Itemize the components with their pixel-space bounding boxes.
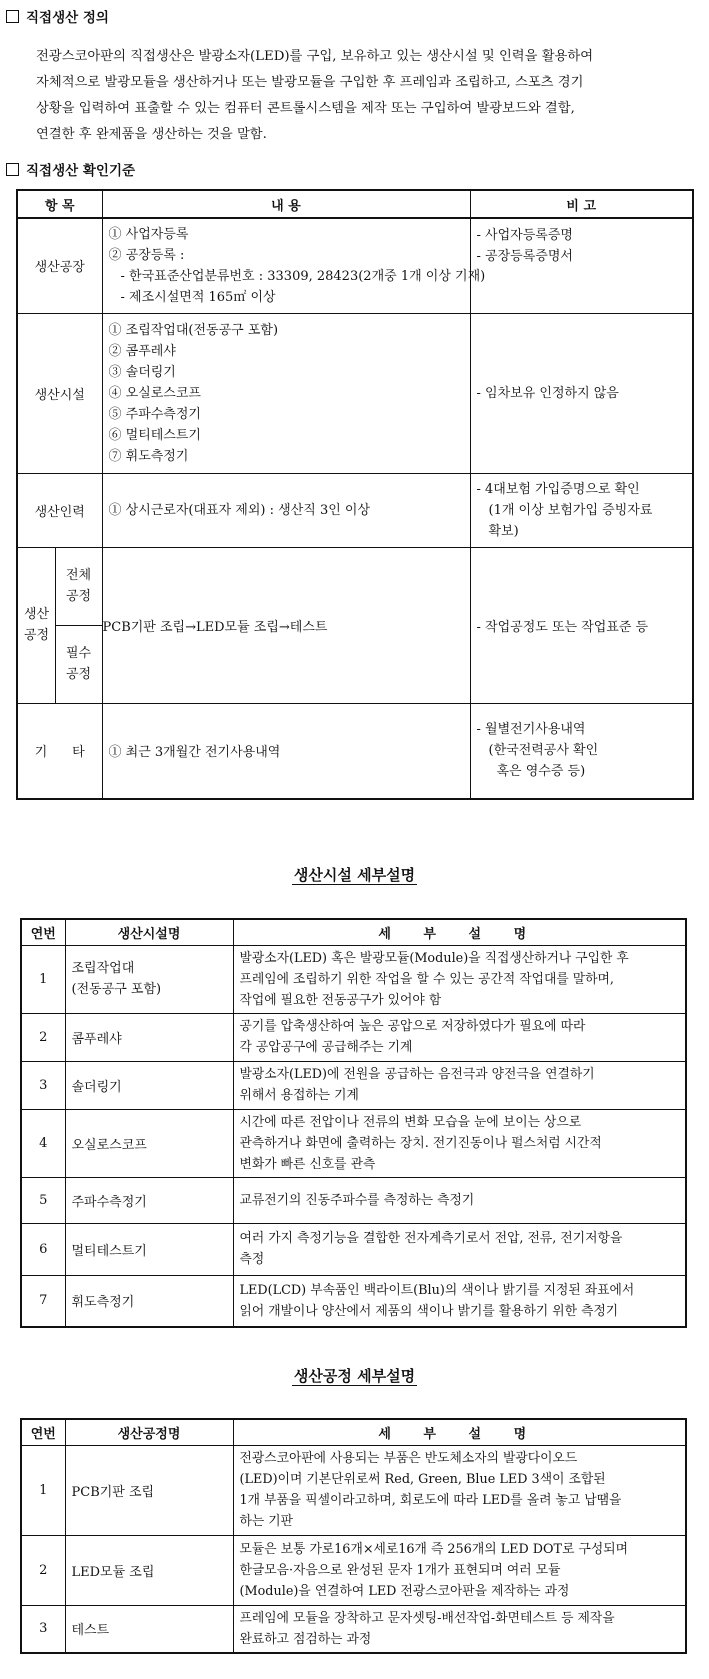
- row-etc: [17, 703, 693, 799]
- criteria-table: [16, 189, 694, 800]
- table-row: [21, 1061, 686, 1109]
- facility-detail-table: [20, 918, 687, 1328]
- row-desc: 교류전기의 진동주파수를 측정하는 측정기: [233, 1177, 686, 1223]
- header-no: 연번: [21, 919, 65, 945]
- row-desc: 모듈은 보통 가로16개×세로16개 즉 256개의 LED DOT로 구성되며 한글모음·자음으로 완성된 문자 1개가 표현되며 여러 모듈 (Module)을 연결하여 LED 전광스코아판을 제작하는 과정: [233, 1535, 686, 1605]
- content-facility: ① 조립작업대(전동공구 포함) ② 콤푸레샤 ③ 솔더링기 ④ 오실로스코프 ⑤ 주파수측정기 ⑥ 멀티테스트기 ⑦ 휘도측정기: [102, 313, 470, 473]
- row-factory: [17, 218, 693, 313]
- row-desc: 여러 가지 측정기능을 결합한 전자계측기로서 전압, 전류, 전기저항을 측정: [233, 1223, 686, 1275]
- row-desc: 프레임에 모듈을 장착하고 문자셋팅-배선작업-화면테스트 등 제작을 완료하고 점검하는 과정: [233, 1605, 686, 1653]
- header-no: 연번: [21, 1419, 65, 1445]
- row-name: 솔더링기: [65, 1061, 233, 1109]
- row-name: 오실로스코프: [65, 1109, 233, 1177]
- process-detail-table: [20, 1418, 687, 1654]
- row-no: 2: [21, 1013, 65, 1061]
- row-no: 7: [21, 1275, 65, 1327]
- content-etc: ① 최근 3개월간 전기사용내역: [102, 703, 470, 799]
- header-name: 생산시설명: [65, 919, 233, 945]
- table-row: [21, 1605, 686, 1653]
- process-header-row: [21, 1419, 686, 1445]
- note-staff: - 4대보험 가입증명으로 확인 (1개 이상 보험가입 증빙자료 확보): [470, 473, 693, 547]
- definition-heading: 직접생산 정의: [6, 6, 109, 26]
- row-desc: LED(LCD) 부속품인 백라이트(Blu)의 색이나 밝기를 지정된 좌표에서 읽어 개발이나 양산에서 제품의 색이나 밝기를 활용하기 위한 측정기: [233, 1275, 686, 1327]
- definition-text: [36, 44, 691, 148]
- row-desc: 공기를 압축생산하여 높은 공압으로 저장하였다가 필요에 따라 각 공압공구에 공급해주는 기계: [233, 1013, 686, 1061]
- checkbox-square-icon: [6, 163, 19, 176]
- table-row: [21, 1177, 686, 1223]
- header-content: 내 용: [102, 190, 470, 218]
- row-name: 주파수측정기: [65, 1177, 233, 1223]
- header-desc: 세 부 설 명: [233, 919, 686, 945]
- row-facility: [17, 313, 693, 473]
- table-row: [21, 1275, 686, 1327]
- content-factory: ① 사업자등록 ② 공장등록 : - 한국표준산업분류번호 : 33309, 28423(2개중 1개 이상 기재) - 제조시설면적 165㎡ 이상: [102, 218, 470, 313]
- label-process-all: 전체 공정: [55, 547, 102, 625]
- note-facility: - 임차보유 인정하지 않음: [470, 313, 693, 473]
- content-staff: ① 상시근로자(대표자 제외) : 생산직 3인 이상: [102, 473, 470, 547]
- row-no: 1: [21, 945, 65, 1013]
- criteria-header-row: [17, 190, 693, 218]
- checkbox-square-icon: [6, 10, 19, 23]
- process-detail-title: 생산공정 세부설명: [293, 1367, 416, 1385]
- row-desc: 발광소자(LED)에 전원을 공급하는 음전극과 양전극을 연결하기 위해서 용접하는 기계: [233, 1061, 686, 1109]
- row-no: 3: [21, 1061, 65, 1109]
- definition-line: 상황을 입력하여 표출할 수 있는 컴퓨터 콘트롤시스템을 제작 또는 구입하여 발광보드와 결합,: [36, 101, 575, 116]
- header-name: 생산공정명: [65, 1419, 233, 1445]
- label-process: 생산 공정: [17, 547, 55, 703]
- definition-line: 자체적으로 발광모듈을 생산하거나 또는 발광모듈을 구입한 후 프레임과 조립하고, 스포츠 경기: [36, 75, 584, 90]
- row-no: 6: [21, 1223, 65, 1275]
- row-name: LED모듈 조립: [65, 1535, 233, 1605]
- table-row: [21, 1223, 686, 1275]
- table-row: [21, 1109, 686, 1177]
- label-staff: 생산인력: [17, 473, 102, 547]
- row-name: 멀티테스트기: [65, 1223, 233, 1275]
- row-name: 테스트: [65, 1605, 233, 1653]
- note-factory: - 사업자등록증명 - 공장등록증명서: [470, 218, 693, 313]
- table-row: [21, 1013, 686, 1061]
- row-no: 1: [21, 1445, 65, 1535]
- table-row: [21, 1445, 686, 1535]
- table-row: [21, 945, 686, 1013]
- row-name: PCB기판 조립: [65, 1445, 233, 1535]
- definition-line: 전광스코아판의 직접생산은 발광소자(LED)를 구입, 보유하고 있는 생산시설 및 인력을 활용하여: [36, 49, 594, 64]
- row-desc: 전광스코아판에 사용되는 부품은 반도체소자의 발광다이오드 (LED)이며 기본단위로써 Red, Green, Blue LED 3색이 조합된 1개 부품을 픽셀이라고하며, 회로도에 따라 LED를 올려 놓고 납땜을 하는 기판: [233, 1445, 686, 1535]
- row-desc: 발광소자(LED) 혹은 발광모듈(Module)을 직접생산하거나 구입한 후 프레임에 조립하기 위한 작업을 할 수 있는 공간적 작업대를 말하며, 작업에 필요한 전동공구가 있어야 함: [233, 945, 686, 1013]
- label-process-required: 필수 공정: [55, 625, 102, 703]
- row-name: 콤푸레샤: [65, 1013, 233, 1061]
- row-no: 4: [21, 1109, 65, 1177]
- row-desc: 시간에 따른 전압이나 전류의 변화 모습을 눈에 보이는 상으로 관측하거나 화면에 출력하는 장치. 전기진동이나 펄스처럼 시간적 변화가 빠른 신호를 관측: [233, 1109, 686, 1177]
- table-row: [21, 1535, 686, 1605]
- facility-detail-title: 생산시설 세부설명: [293, 866, 416, 884]
- label-facility: 생산시설: [17, 313, 102, 473]
- label-etc: 기 타: [17, 703, 102, 799]
- row-no: 5: [21, 1177, 65, 1223]
- header-note: 비 고: [470, 190, 693, 218]
- row-no: 3: [21, 1605, 65, 1653]
- label-factory: 생산공장: [17, 218, 102, 313]
- header-item: 항 목: [17, 190, 102, 218]
- row-name: 조립작업대 (전동공구 포함): [65, 945, 233, 1013]
- header-desc: 세 부 설 명: [233, 1419, 686, 1445]
- row-no: 2: [21, 1535, 65, 1605]
- row-staff: [17, 473, 693, 547]
- row-process-all: [17, 547, 693, 625]
- criteria-heading: 직접생산 확인기준: [6, 159, 135, 179]
- content-process: PCB기판 조립→LED모듈 조립→테스트: [102, 547, 470, 703]
- facility-header-row: [21, 919, 686, 945]
- definition-line: 연결한 후 완제품을 생산하는 것을 말함.: [36, 127, 267, 142]
- note-process: - 작업공정도 또는 작업표준 등: [470, 547, 693, 703]
- row-name: 휘도측정기: [65, 1275, 233, 1327]
- note-etc: - 월별전기사용내역 (한국전력공사 확인 혹은 영수증 등): [470, 703, 693, 799]
